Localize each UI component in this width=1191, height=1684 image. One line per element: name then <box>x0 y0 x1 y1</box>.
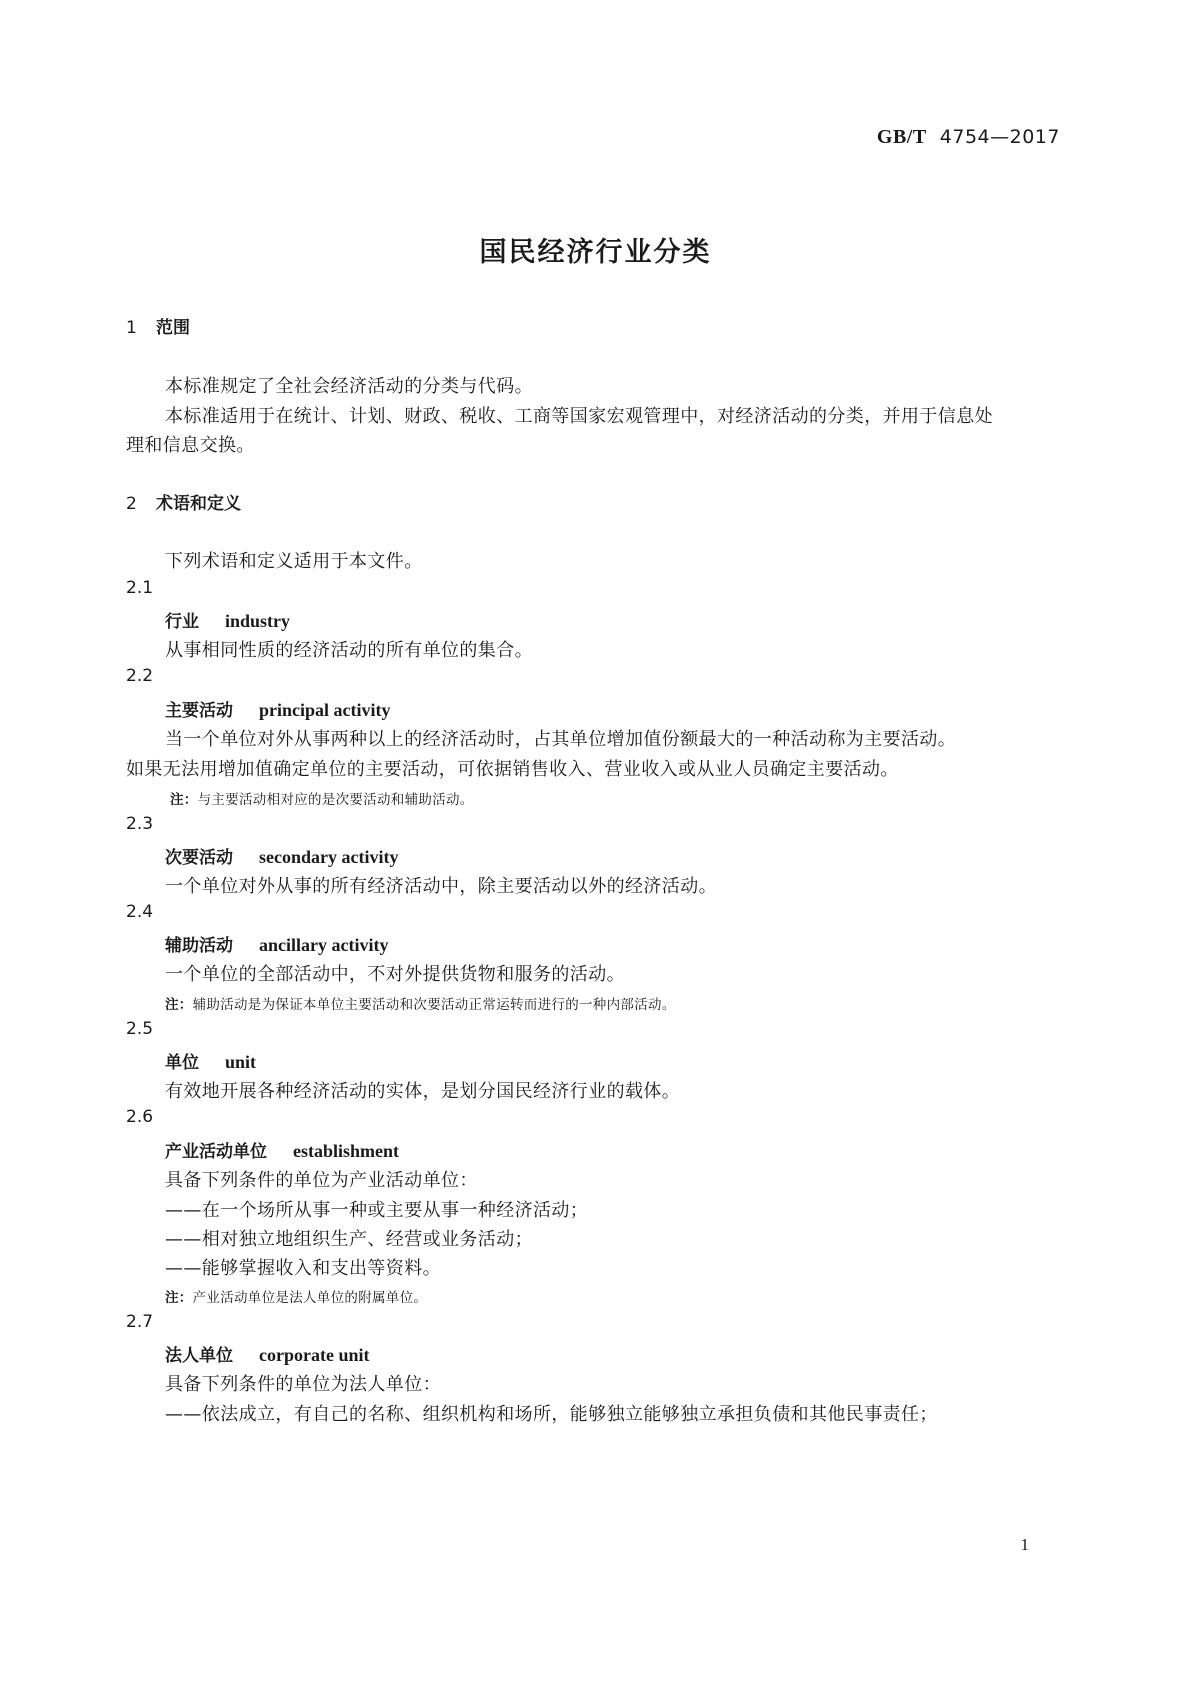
clause-number: 2.1 <box>126 578 154 598</box>
paragraph: 本标准适用于在统计、计划、财政、税收、工商等国家宏观管理中，对经济活动的分类，并用于信息处 <box>165 406 993 427</box>
section-heading: 1 范围 <box>126 318 190 338</box>
standard-code <box>877 126 1060 149</box>
list-item: ——在一个场所从事一种或主要从事一种经济活动； <box>165 1200 589 1221</box>
document-title: 国民经济行业分类 <box>479 237 712 268</box>
clause-number: 2.7 <box>126 1312 154 1332</box>
clause-number: 2.5 <box>126 1019 154 1039</box>
page-number: 1 <box>1020 1535 1029 1554</box>
list-item: ——相对独立地组织生产、经营或业务活动； <box>165 1229 533 1250</box>
clause-number: 2.3 <box>126 814 154 834</box>
note: 注：产业活动单位是法人单位的附属单位。 <box>165 1290 428 1306</box>
definition: 具备下列条件的单位为产业活动单位： <box>165 1170 478 1191</box>
term-heading: 次要活动 secondary activity <box>165 847 399 868</box>
term-heading: 产业活动单位 establishment <box>165 1141 400 1162</box>
standard-number: 4754—2017 <box>939 126 1060 148</box>
clause-number: 2.6 <box>126 1107 154 1127</box>
definition: 一个单位对外从事的所有经济活动中，除主要活动以外的经济活动。 <box>165 876 717 897</box>
list-item: ——能够掌握收入和支出等资料。 <box>165 1258 441 1279</box>
definition: 如果无法用增加值确定单位的主要活动，可依据销售收入、营业收入或从业人员确定主要活动。 <box>126 759 899 780</box>
section-heading: 2 术语和定义 <box>126 494 241 514</box>
term-heading: 单位 unit <box>165 1052 257 1073</box>
term-heading: 辅助活动 ancillary activity <box>165 935 389 956</box>
definition: 从事相同性质的经济活动的所有单位的集合。 <box>165 640 533 661</box>
paragraph: 理和信息交换。 <box>126 435 255 456</box>
clause-number: 2.2 <box>126 666 154 686</box>
term-heading: 行业 industry <box>165 611 291 632</box>
list-item: ——依法成立，有自己的名称、组织机构和场所，能够独立能够独立承担负债和其他民事责任； <box>165 1404 938 1425</box>
definition: 具备下列条件的单位为法人单位： <box>165 1374 441 1395</box>
note: 注：辅助活动是为保证本单位主要活动和次要活动正常运转而进行的一种内部活动。 <box>165 997 676 1013</box>
term-heading: 法人单位 corporate unit <box>165 1345 370 1366</box>
clause-number: 2.4 <box>126 902 154 922</box>
definition: 一个单位的全部活动中，不对外提供货物和服务的活动。 <box>165 964 625 985</box>
note: 注：与主要活动相对应的是次要活动和辅助活动。 <box>170 792 474 808</box>
paragraph: 下列术语和定义适用于本文件。 <box>165 551 423 572</box>
definition: 当一个单位对外从事两种以上的经济活动时，占其单位增加值份额最大的一种活动称为主要活动。 <box>165 729 957 750</box>
standard-prefix: GB/T <box>876 126 927 148</box>
definition: 有效地开展各种经济活动的实体，是划分国民经济行业的载体。 <box>165 1081 681 1102</box>
paragraph: 本标准规定了全社会经济活动的分类与代码。 <box>165 376 533 397</box>
term-heading: 主要活动 principal activity <box>165 700 391 721</box>
